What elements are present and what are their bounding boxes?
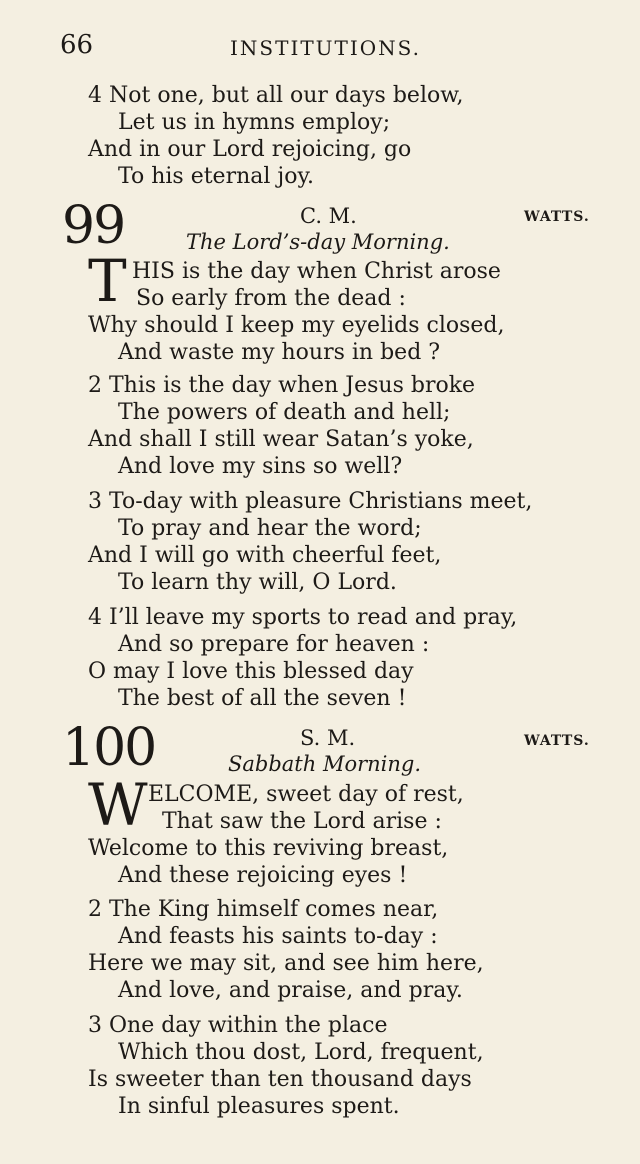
hymn-line: In sinful pleasures spent. bbox=[118, 1094, 400, 1119]
carryover-line: Let us in hymns employ; bbox=[118, 110, 391, 135]
running-title: INSTITUTIONS. bbox=[230, 36, 422, 60]
page-number: 66 bbox=[60, 30, 94, 60]
hymn-line: 3 To-day with pleasure Christians meet, bbox=[88, 489, 533, 514]
hymn-line: Why should I keep my eyelids closed, bbox=[88, 313, 505, 338]
hymn-line: Is sweeter than ten thousand days bbox=[88, 1067, 472, 1092]
hymn-subtitle: Sabbath Morning. bbox=[228, 752, 422, 776]
hymn-author: WATTS. bbox=[524, 209, 590, 225]
hymn-line: The best of all the seven ! bbox=[118, 686, 407, 711]
hymn-line: 2 The King himself comes near, bbox=[88, 897, 439, 922]
hymn-line: And waste my hours in bed ? bbox=[118, 340, 441, 365]
hymn-line: So early from the dead : bbox=[136, 286, 406, 311]
hymn-line: That saw the Lord arise : bbox=[162, 809, 442, 834]
hymn-line: O may I love this blessed day bbox=[88, 659, 414, 684]
hymn-line: Welcome to this reviving breast, bbox=[88, 836, 449, 861]
hymn-number: 99 bbox=[62, 196, 125, 256]
hymn-line: And love my sins so well? bbox=[118, 454, 403, 479]
hymn-number: 100 bbox=[62, 718, 156, 778]
hymn-line: To pray and hear the word; bbox=[118, 516, 422, 541]
hymn-line: And these rejoicing eyes ! bbox=[118, 863, 408, 888]
hymn-line: Here we may sit, and see him here, bbox=[88, 951, 484, 976]
carryover-line: To his eternal joy. bbox=[118, 164, 314, 189]
carryover-line: And in our Lord rejoicing, go bbox=[88, 137, 412, 162]
hymn-subtitle: The Lord’s-day Morning. bbox=[186, 230, 450, 254]
hymn-line: 4 I’ll leave my sports to read and pray, bbox=[88, 605, 518, 630]
hymn-line: And shall I still wear Satan’s yoke, bbox=[88, 427, 474, 452]
carryover-line: 4 Not one, but all our days below, bbox=[88, 83, 464, 108]
hymn-line: And so prepare for heaven : bbox=[118, 632, 430, 657]
hymn-line: And I will go with cheerful feet, bbox=[88, 543, 442, 568]
drop-cap: W bbox=[88, 771, 148, 839]
hymn-line: ELCOME, sweet day of rest, bbox=[148, 782, 464, 807]
hymn-meter: C. M. bbox=[300, 204, 357, 228]
drop-cap: T bbox=[88, 247, 127, 315]
hymn-line: The powers of death and hell; bbox=[118, 400, 451, 425]
hymn-line: And love, and praise, and pray. bbox=[118, 978, 463, 1003]
hymn-line: 3 One day within the place bbox=[88, 1013, 388, 1038]
hymn-line: Which thou dost, Lord, frequent, bbox=[118, 1040, 484, 1065]
hymn-line: To learn thy will, O Lord. bbox=[118, 570, 397, 595]
hymn-line: 2 This is the day when Jesus broke bbox=[88, 373, 476, 398]
hymn-line: And feasts his saints to-day : bbox=[118, 924, 438, 949]
hymn-author: WATTS. bbox=[524, 733, 590, 749]
hymn-line: HIS is the day when Christ arose bbox=[132, 259, 501, 284]
hymn-meter: S. M. bbox=[300, 726, 356, 750]
